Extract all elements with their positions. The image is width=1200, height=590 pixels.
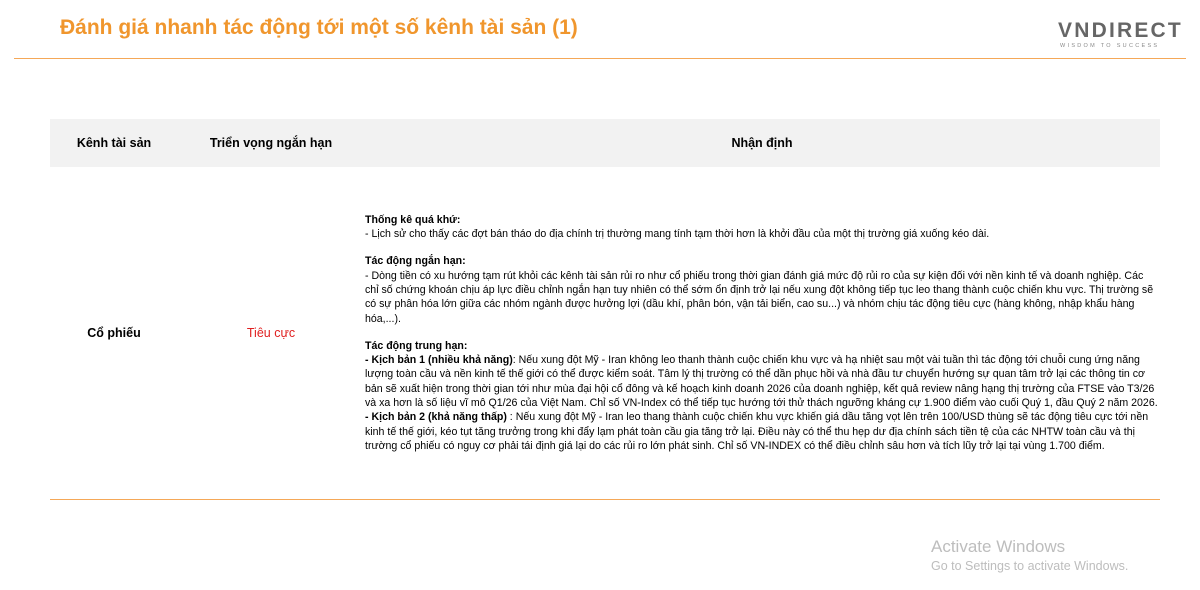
past-stats-text: - Lịch sử cho thấy các đợt bán tháo do địa chính trị thường mang tính tạm thời hơn là khởi đầu của một thị trường giá xuống kéo dài. [365,228,990,241]
vndirect-logo [1058,20,1182,50]
header-asset-channel: Kênh tài sản [76,136,152,150]
scenario-1 [365,353,1158,410]
cell-outlook-negative: Tiêu cực [246,326,296,340]
short-term-heading: Tác động ngắn hạn: [365,255,466,268]
logo-wordmark: VNDIRECT [1058,19,1183,42]
cell-assessment [364,213,1160,453]
scenario-2-text: : Nếu xung đột Mỹ - Iran leo thang thành cuộc chiến khu vực khiến giá dầu tăng vọt lên trên 100/USD thùng sẽ tác động tiêu cực tới nền kinh tế thế giới, kéo tụt tăng trưởng trong khi đẩy lạm phát toàn cầu gia tăng trở lại. Điều này có thể thu hẹp dư địa chính sách tiền tệ của các NHTW toàn cầu và thị trường cổ phiếu có nguy cơ phải tái định giá lại do các rủi ro lớn phát sinh. Chỉ số VN-INDEX có thể điều chỉnh sâu hơn và tích lũy trở lại tại vùng 1.700 điểm. [365,411,1149,452]
asset-impact-table [50,119,1160,500]
scenario-1-text: : Nếu xung đột Mỹ - Iran không leo thanh thành cuộc chiến khu vực và hạ nhiệt sau một vài tuần thì tác động tới chuỗi cung ứng năng lượng toàn cầu và nền kinh tế thế giới có thể được kiểm soát. Tâm lý thị trường có thể dần phục hồi và nhà đầu tư chuyển hướng sự quan tâm trở lại các thông tin cơ bản sẽ xuất hiện trong thời gian tới như mùa đại hội cổ đông và kế hoạch kinh doanh 2026 của doanh nghiệp, kết quả review nâng hạng thị trường của FTSE vào T3/26 và xa hơn là số liệu vĩ mô Q1/26 của Việt Nam. Chỉ số VN-Index có thể tiếp tục hướng tới thử thách ngưỡng kháng cự 1.900 điểm vào cuối Quý 1, đầu Quý 2 năm 2026. [365,354,1158,410]
logo-tagline: WISDOM TO SUCCESS [1060,43,1160,49]
header-assessment: Nhận định [731,136,793,150]
activate-windows-watermark [931,537,1128,575]
scenario-1-label: - Kịch bản 1 (nhiều khả năng) [365,354,513,367]
table-header-row [50,119,1160,167]
watermark-subtitle: Go to Settings to activate Windows. [931,559,1129,573]
cell-asset-channel: Cổ phiếu [87,326,141,340]
scenario-2-label: - Kịch bản 2 (khả năng thấp) [365,411,507,424]
short-term-text: - Dòng tiền có xu hướng tạm rút khỏi các kênh tài sản rủi ro như cổ phiếu trong thời gian đánh giá mức độ rủi ro của sự kiện đối với nền kinh tế và doanh nghiệp. Các chỉ số chứng khoán chịu áp lực điều chỉnh ngắn hạn tuy nhiên có thể sớm ổn định trở lại nếu xung đột không tiếp tục leo thang thành cuộc chiến khu vực. Thị trường sẽ có sự phân hóa lớn giữa các nhóm ngành được hưởng lợi (dầu khí, phân bón, vận tải biển, cao su...) và nhóm chịu tác động tiêu cực (hàng không, nhập khẩu hàng hóa,...). [365,269,1154,325]
title-divider [14,58,1186,59]
watermark-title: Activate Windows [931,537,1066,556]
past-stats-heading: Thống kê quá khứ: [365,213,461,226]
table-row [50,167,1160,500]
mid-term-heading: Tác động trung hạn: [365,339,468,352]
page-title: Đánh giá nhanh tác động tới một số kênh tài sản (1) [60,16,578,39]
scenario-2 [365,410,1158,453]
header-short-term-outlook: Triển vọng ngắn hạn [209,136,333,150]
